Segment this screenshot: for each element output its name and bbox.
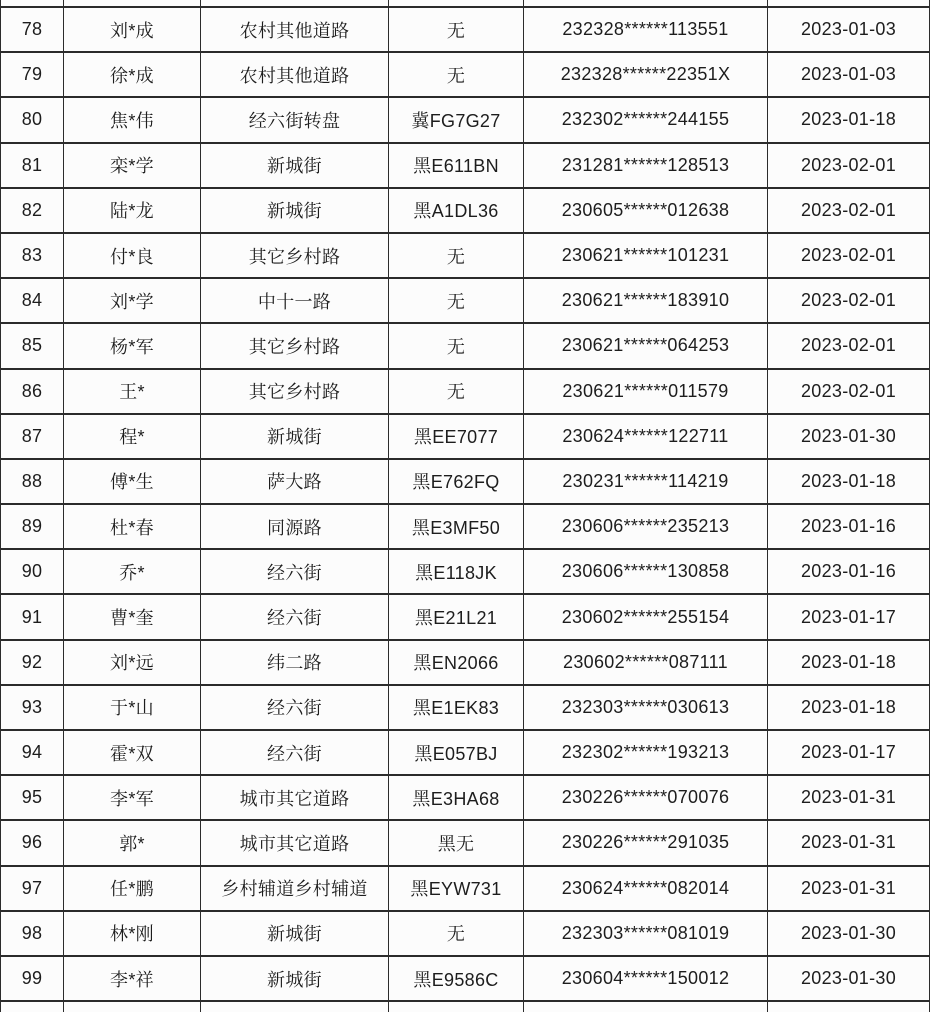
cell-name: 杨*军 — [64, 323, 201, 368]
cell-plate: 冀FG7G27 — [389, 97, 524, 142]
cell-date: 2023-01-18 — [768, 640, 930, 685]
cell-name: 傅*生 — [64, 459, 201, 504]
cell-index: 82 — [1, 188, 64, 233]
cell-plate: 无 — [389, 911, 524, 956]
table-row — [1, 233, 930, 278]
cell-name: 程* — [64, 414, 201, 459]
cell-plate: 黑EN2066 — [389, 640, 524, 685]
cell-id-number: 230602******255154 — [524, 594, 768, 639]
cell-index: 98 — [1, 911, 64, 956]
cell-plate: 黑E1EK83 — [389, 685, 524, 730]
cell-date: 2023-01-30 — [768, 414, 930, 459]
cell-location: 经六街转盘 — [201, 97, 389, 142]
table-row — [1, 369, 930, 414]
cell-id-number: 230624******082014 — [524, 866, 768, 911]
cell-date: 2023-01-03 — [768, 52, 930, 97]
cell-location: 同源路 — [201, 504, 389, 549]
cell-id-number: 230226******291035 — [524, 820, 768, 865]
cell-index: 88 — [1, 459, 64, 504]
cell-id-number: 230231******114219 — [524, 459, 768, 504]
cell-location: 萨大路 — [201, 459, 389, 504]
cell-id-number: 232328******22351X — [524, 52, 768, 97]
cell-name: 徐*成 — [64, 52, 201, 97]
cell-name: 杜*春 — [64, 504, 201, 549]
table-row — [1, 549, 930, 594]
table-row — [1, 866, 930, 911]
cell-id-number: 231281******128513 — [524, 143, 768, 188]
clipped-row-bottom — [1, 1001, 930, 1012]
table-row — [1, 594, 930, 639]
cell-plate: 黑E762FQ — [389, 459, 524, 504]
table-row — [1, 323, 930, 368]
cell-id-number: 230624******122711 — [524, 414, 768, 459]
cell-name: 李*祥 — [64, 956, 201, 1001]
cell-name: 付*良 — [64, 233, 201, 278]
cell-location: 纬二路 — [201, 640, 389, 685]
cell-date: 2023-02-01 — [768, 143, 930, 188]
table-row — [1, 278, 930, 323]
cell-plate: 黑E21L21 — [389, 594, 524, 639]
cell-date: 2023-02-01 — [768, 188, 930, 233]
cell-plate: 无 — [389, 233, 524, 278]
cell-plate: 黑无 — [389, 820, 524, 865]
cell-date: 2023-01-18 — [768, 97, 930, 142]
cell-name: 曹*奎 — [64, 594, 201, 639]
cell-date: 2023-02-01 — [768, 233, 930, 278]
cell-location: 新城街 — [201, 188, 389, 233]
cell-location: 其它乡村路 — [201, 233, 389, 278]
cell-date: 2023-01-31 — [768, 866, 930, 911]
cell-plate — [389, 0, 524, 7]
cell-id-number: 232328******113551 — [524, 7, 768, 52]
cell-index: 93 — [1, 685, 64, 730]
cell-plate: 黑A1DL36 — [389, 188, 524, 233]
table-row — [1, 414, 930, 459]
cell-location: 经六街 — [201, 685, 389, 730]
cell-location: 城市其它道路 — [201, 820, 389, 865]
table-row — [1, 7, 930, 52]
cell-date — [768, 1001, 930, 1012]
cell-id-number: 232303******081019 — [524, 911, 768, 956]
cell-name: 任*鹏 — [64, 866, 201, 911]
cell-date: 2023-01-16 — [768, 504, 930, 549]
cell-date: 2023-02-01 — [768, 278, 930, 323]
table-row — [1, 459, 930, 504]
cell-plate: 黑E118JK — [389, 549, 524, 594]
table-row — [1, 97, 930, 142]
cell-index: 87 — [1, 414, 64, 459]
cell-plate: 黑EYW731 — [389, 866, 524, 911]
cell-id-number: 230606******130858 — [524, 549, 768, 594]
cell-plate — [389, 1001, 524, 1012]
cell-id-number: 230621******101231 — [524, 233, 768, 278]
cell-id-number: 230621******183910 — [524, 278, 768, 323]
table-row — [1, 188, 930, 233]
cell-index — [1, 0, 64, 7]
table-row — [1, 685, 930, 730]
cell-location: 乡村辅道乡村辅道 — [201, 866, 389, 911]
cell-id-number: 230621******011579 — [524, 369, 768, 414]
table-row — [1, 504, 930, 549]
cell-name — [64, 0, 201, 7]
cell-id-number: 232302******244155 — [524, 97, 768, 142]
cell-date: 2023-01-18 — [768, 459, 930, 504]
table-row — [1, 820, 930, 865]
cell-plate: 无 — [389, 323, 524, 368]
cell-index: 78 — [1, 7, 64, 52]
cell-id-number — [524, 0, 768, 7]
cell-date: 2023-01-18 — [768, 685, 930, 730]
table-row — [1, 143, 930, 188]
cell-id-number — [524, 1001, 768, 1012]
cell-name: 焦*伟 — [64, 97, 201, 142]
cell-name: 林*刚 — [64, 911, 201, 956]
cell-location: 经六街 — [201, 549, 389, 594]
cell-id-number: 232303******030613 — [524, 685, 768, 730]
cell-plate: 黑E057BJ — [389, 730, 524, 775]
cell-index: 89 — [1, 504, 64, 549]
cell-location: 中十一路 — [201, 278, 389, 323]
cell-plate: 黑E9586C — [389, 956, 524, 1001]
cell-index: 90 — [1, 549, 64, 594]
cell-name: 刘*远 — [64, 640, 201, 685]
cell-location: 其它乡村路 — [201, 369, 389, 414]
cell-date: 2023-01-17 — [768, 594, 930, 639]
cell-date: 2023-01-16 — [768, 549, 930, 594]
cell-name: 刘*学 — [64, 278, 201, 323]
cell-location — [201, 1001, 389, 1012]
cell-name: 陆*龙 — [64, 188, 201, 233]
table-row — [1, 775, 930, 820]
cell-location: 新城街 — [201, 143, 389, 188]
cell-location: 农村其他道路 — [201, 52, 389, 97]
cell-date: 2023-02-01 — [768, 369, 930, 414]
cell-location: 新城街 — [201, 911, 389, 956]
cell-index: 92 — [1, 640, 64, 685]
cell-index: 85 — [1, 323, 64, 368]
cell-index: 79 — [1, 52, 64, 97]
cell-index — [1, 1001, 64, 1012]
cell-date: 2023-01-31 — [768, 820, 930, 865]
cell-name: 于*山 — [64, 685, 201, 730]
cell-location: 新城街 — [201, 956, 389, 1001]
cell-id-number: 230602******087111 — [524, 640, 768, 685]
cell-plate: 黑E3HA68 — [389, 775, 524, 820]
cell-index: 80 — [1, 97, 64, 142]
cell-name: 栾*学 — [64, 143, 201, 188]
cell-date: 2023-01-03 — [768, 7, 930, 52]
cell-date: 2023-01-30 — [768, 911, 930, 956]
cell-plate: 无 — [389, 7, 524, 52]
table-row — [1, 640, 930, 685]
cell-index: 99 — [1, 956, 64, 1001]
cell-location: 经六街 — [201, 594, 389, 639]
cell-name: 郭* — [64, 820, 201, 865]
cell-id-number: 230606******235213 — [524, 504, 768, 549]
cell-date — [768, 0, 930, 7]
cell-plate: 无 — [389, 278, 524, 323]
cell-name: 乔* — [64, 549, 201, 594]
cell-id-number: 232302******193213 — [524, 730, 768, 775]
cell-index: 83 — [1, 233, 64, 278]
cell-name — [64, 1001, 201, 1012]
cell-index: 95 — [1, 775, 64, 820]
cell-plate: 黑E611BN — [389, 143, 524, 188]
table-row — [1, 911, 930, 956]
cell-id-number: 230226******070076 — [524, 775, 768, 820]
cell-date: 2023-02-01 — [768, 323, 930, 368]
cell-id-number: 230605******012638 — [524, 188, 768, 233]
cell-location: 新城街 — [201, 414, 389, 459]
cell-index: 84 — [1, 278, 64, 323]
cell-index: 86 — [1, 369, 64, 414]
cell-id-number: 230621******064253 — [524, 323, 768, 368]
table-row — [1, 730, 930, 775]
cell-plate: 黑EE7077 — [389, 414, 524, 459]
table-row — [1, 956, 930, 1001]
cell-plate: 无 — [389, 52, 524, 97]
cell-location — [201, 0, 389, 7]
cell-location: 农村其他道路 — [201, 7, 389, 52]
cell-index: 91 — [1, 594, 64, 639]
cell-location: 经六街 — [201, 730, 389, 775]
cell-index: 96 — [1, 820, 64, 865]
cell-location: 其它乡村路 — [201, 323, 389, 368]
cell-date: 2023-01-30 — [768, 956, 930, 1001]
cell-plate: 无 — [389, 369, 524, 414]
cell-location: 城市其它道路 — [201, 775, 389, 820]
cell-index: 97 — [1, 866, 64, 911]
cell-name: 刘*成 — [64, 7, 201, 52]
cell-date: 2023-01-17 — [768, 730, 930, 775]
cell-name: 霍*双 — [64, 730, 201, 775]
cell-name: 王* — [64, 369, 201, 414]
cell-index: 94 — [1, 730, 64, 775]
cell-name: 李*军 — [64, 775, 201, 820]
cell-date: 2023-01-31 — [768, 775, 930, 820]
cell-plate: 黑E3MF50 — [389, 504, 524, 549]
clipped-row-top — [1, 0, 930, 7]
table-row — [1, 52, 930, 97]
table-body — [1, 0, 930, 1012]
cell-index: 81 — [1, 143, 64, 188]
cell-id-number: 230604******150012 — [524, 956, 768, 1001]
